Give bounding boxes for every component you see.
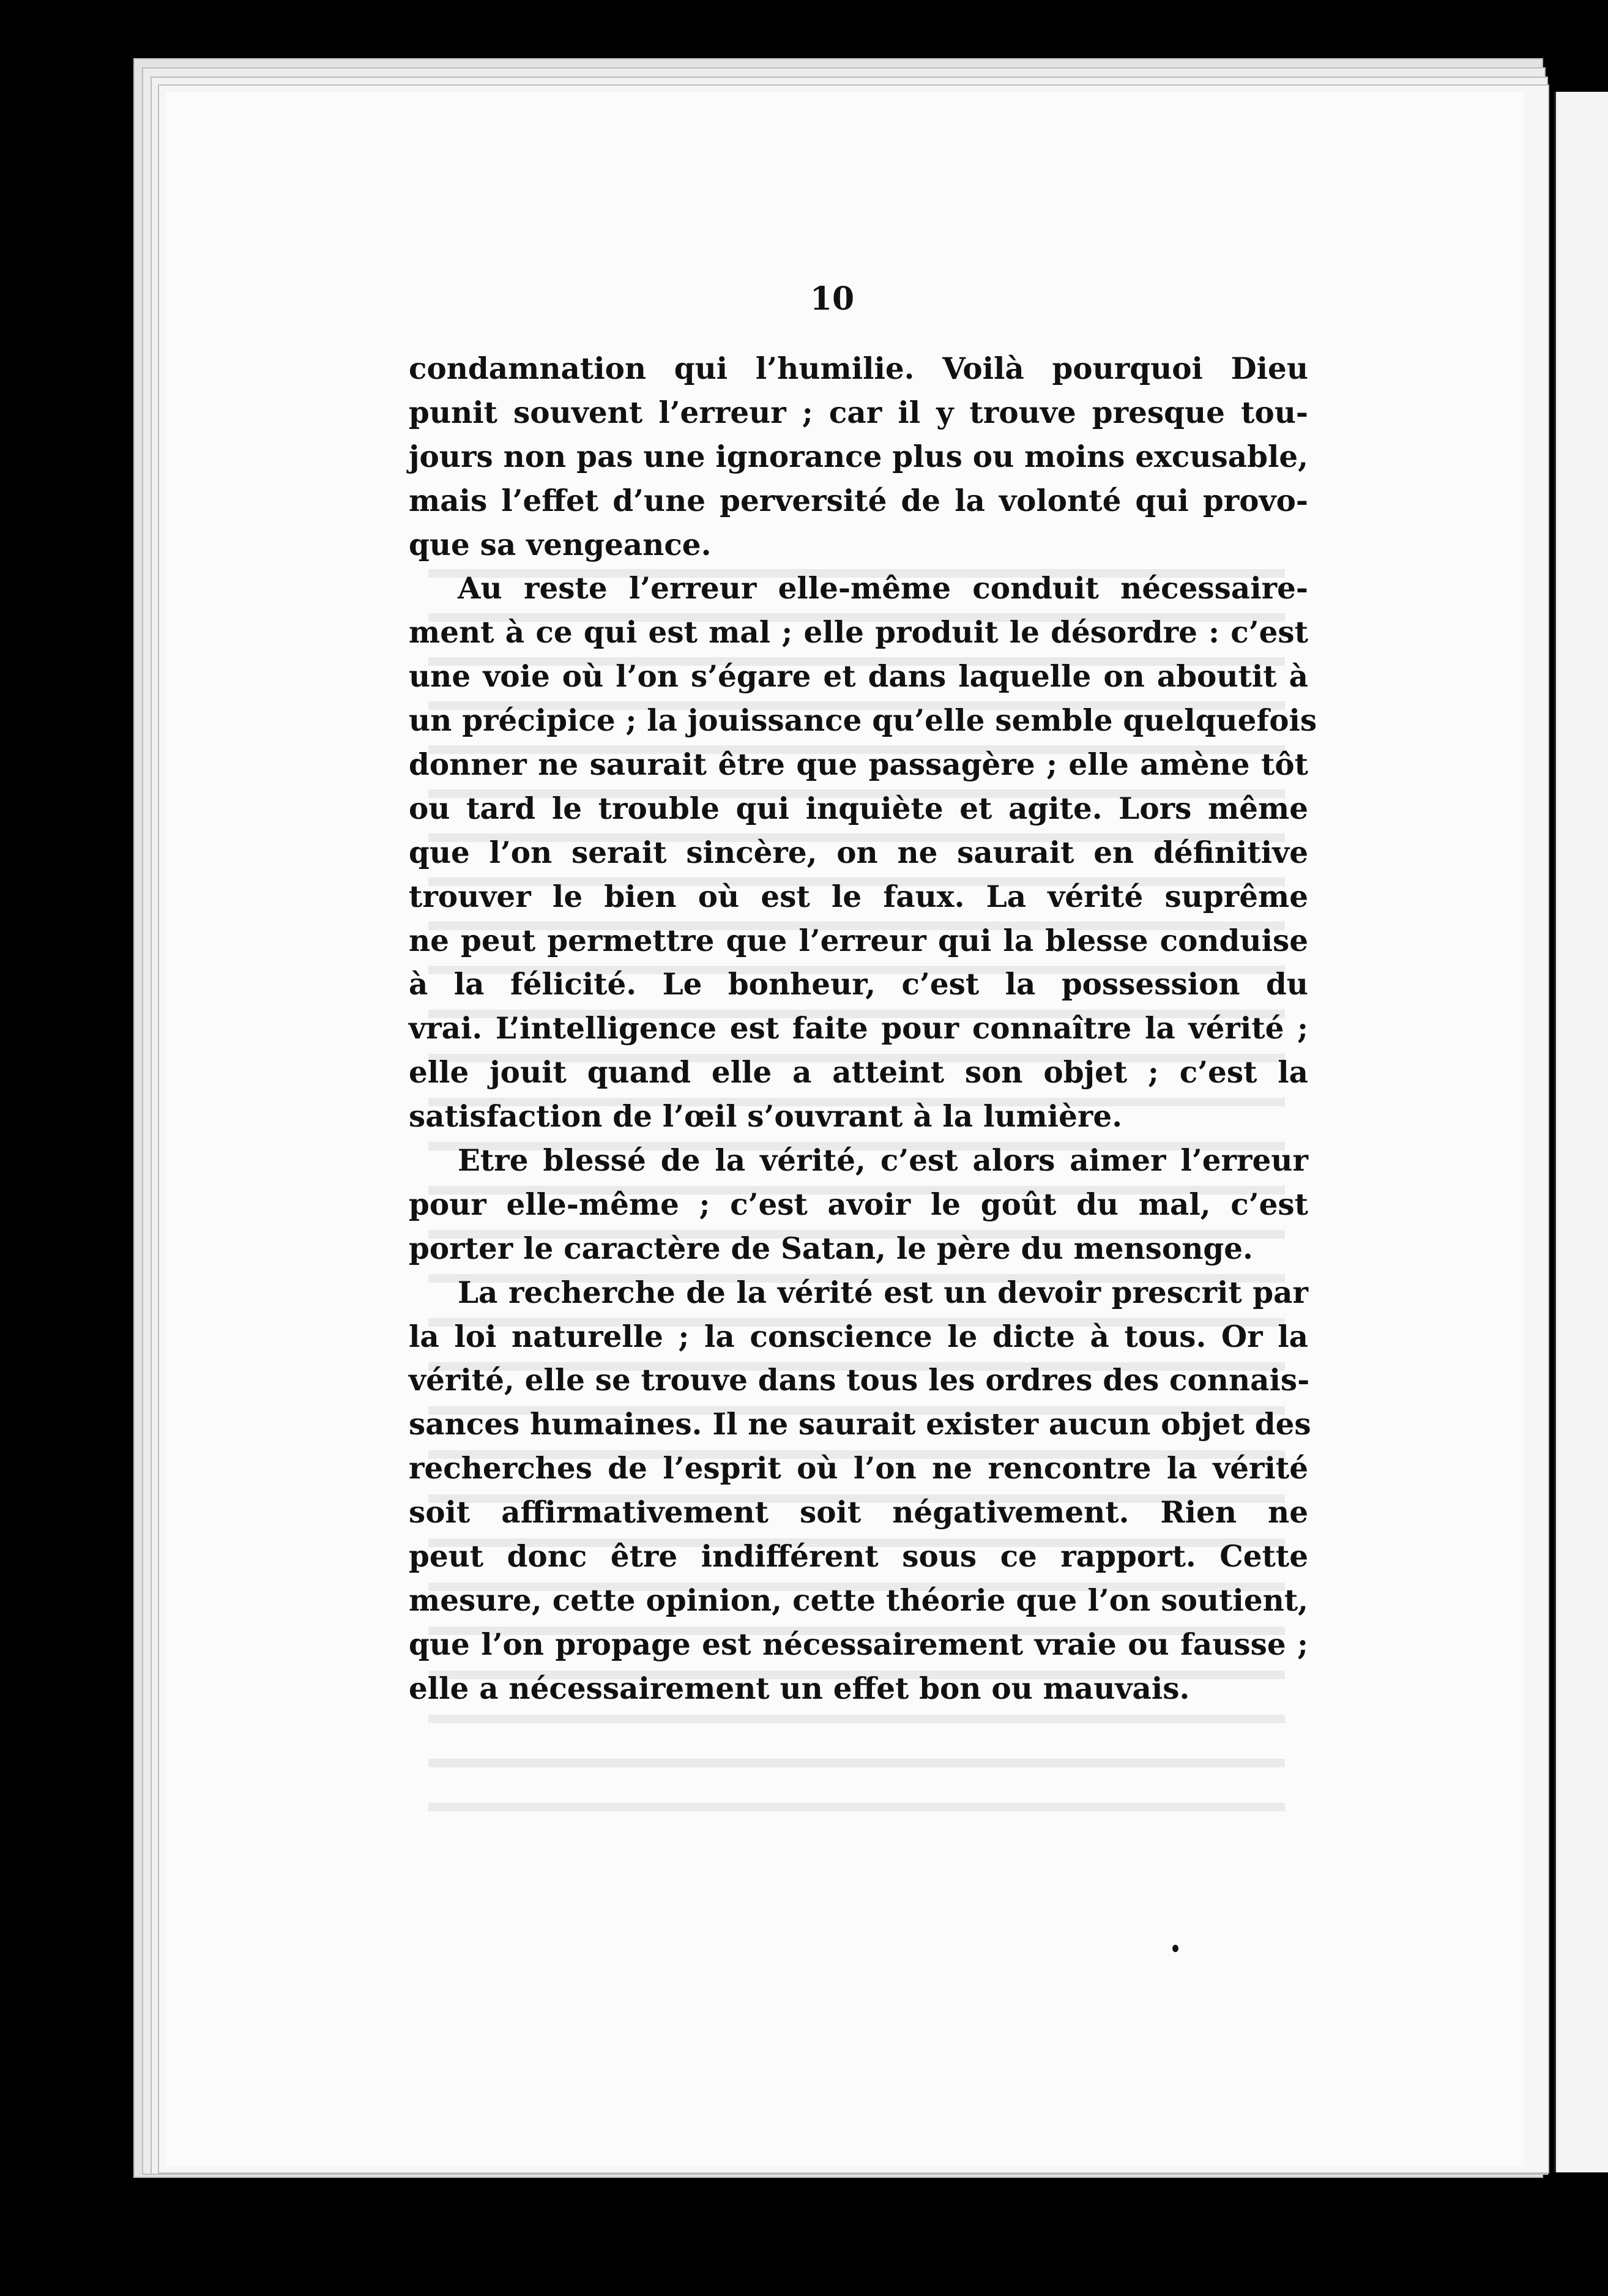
text-line: vérité, elle se trouve dans tous les ordres des connais- (409, 1363, 1310, 1398)
text-line: que sa vengeance. (409, 527, 712, 562)
text-line: que l’on propage est nécessairement vraie ou fausse ; (409, 1627, 1308, 1662)
text-line: à la félicité. Le bonheur, c’est la possession du (409, 967, 1308, 1002)
text-line: satisfaction de l’œil s’ouvrant à la lumière. (409, 1100, 1123, 1135)
text-line: ou tard le trouble qui inquiète et agite. Lors même (409, 791, 1308, 826)
text-line: pour elle-même ; c’est avoir le goût du mal, c’est (409, 1187, 1308, 1222)
text-line: donner ne saurait être que passagère ; elle amène tôt (409, 748, 1308, 783)
text-line: un précipice ; la jouissance qu’elle semble quelquefois (409, 704, 1317, 739)
text-line: la loi naturelle ; la conscience le dicte à tous. Or la (409, 1319, 1308, 1354)
text-line: punit souvent l’erreur ; car il y trouve presque tou- (409, 395, 1308, 430)
text-line: Etre blessé de la vérité, c’est alors aimer l’erreur (458, 1144, 1308, 1179)
text-line: elle a nécessairement un effet bon ou mauvais. (409, 1671, 1190, 1706)
body-text (409, 348, 1317, 1712)
text-line: Au reste l’erreur elle-même conduit nécessaire- (458, 572, 1308, 606)
page-number: 10 (810, 280, 855, 318)
text-line: condamnation qui l’humilie. Voilà pourquoi Dieu (409, 352, 1308, 386)
text-line: mais l’effet d’une perversité de la volonté qui provo- (409, 483, 1308, 518)
text-line: elle jouit quand elle a atteint son objet ; c’est la (409, 1056, 1308, 1090)
text-line: jours non pas une ignorance plus ou moins excusable, (409, 439, 1308, 474)
text-line: La recherche de la vérité est un devoir prescrit par (458, 1275, 1308, 1310)
ink-speck (1172, 1945, 1178, 1952)
text-line: ment à ce qui est mal ; elle produit le désordre : c’est (409, 616, 1308, 650)
text-line: une voie où l’on s’égare et dans laquelle on aboutit à (409, 660, 1308, 695)
text-line: vrai. L’intelligence est faite pour connaître la vérité ; (409, 1012, 1308, 1046)
text-line: porter le caractère de Satan, le père du mensonge. (409, 1231, 1253, 1266)
text-line: mesure, cette opinion, cette théorie que l’on soutient, (409, 1583, 1308, 1618)
facing-page-edge (1554, 92, 1608, 2172)
text-line: ne peut permettre que l’erreur qui la blesse conduise (409, 923, 1308, 958)
text-line: peut donc être indifférent sous ce rapport. Cette (409, 1540, 1308, 1575)
text-line: sances humaines. Il ne saurait exister aucun objet des (409, 1407, 1311, 1442)
text-line: trouver le bien où est le faux. La vérité suprême (409, 879, 1308, 914)
text-line: que l’on serait sincère, on ne saurait en définitive (409, 835, 1308, 870)
text-line: soit affirmativement soit négativement. Rien ne (409, 1496, 1308, 1530)
text-line: recherches de l’esprit où l’on ne rencontre la vérité (409, 1452, 1308, 1486)
